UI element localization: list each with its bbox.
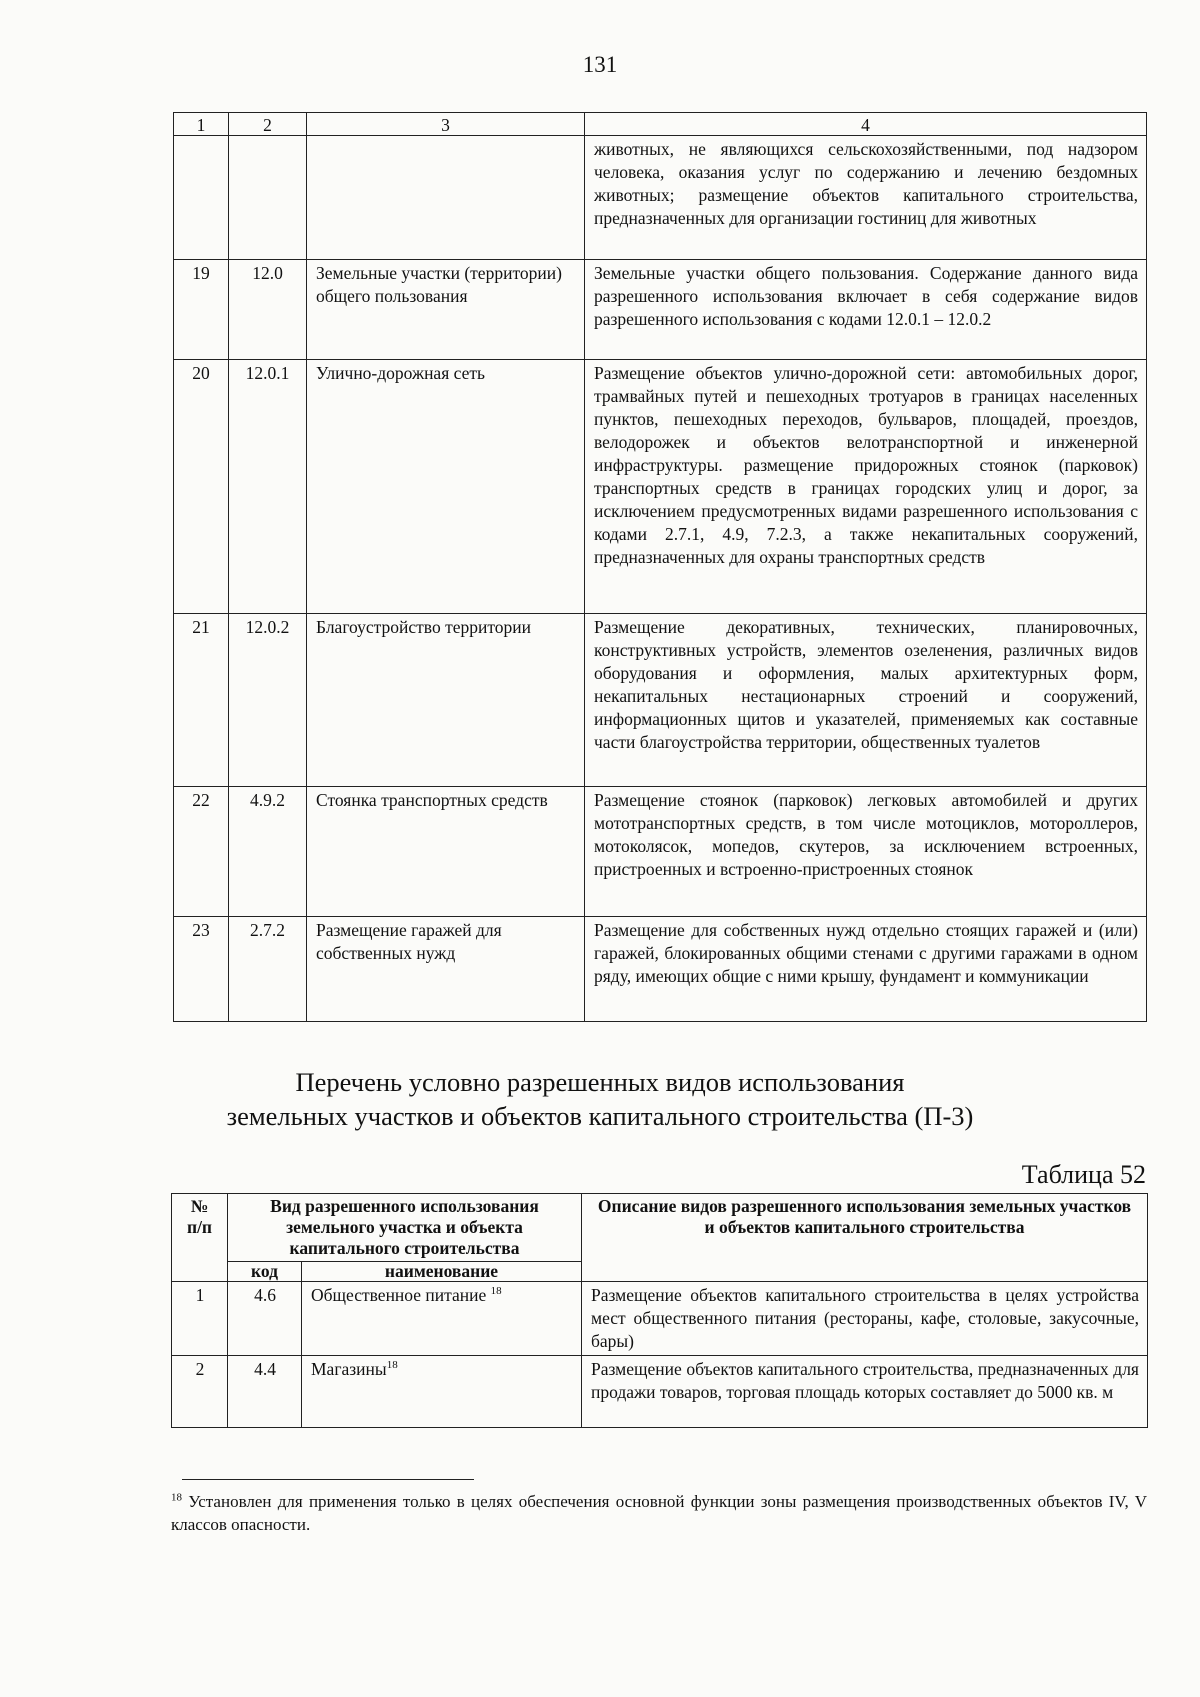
use-code: 4.9.2 [229, 787, 307, 917]
table-row [174, 136, 1147, 260]
section-title-line: Перечень условно разрешенных видов использования [295, 1067, 905, 1097]
use-description: Размещение стоянок (парковок) легковых автомобилей и других мототранспортных средств, в том числе мотоциклов, мотороллеров, мотоколясок, мопедов, скутеров, за исключением встроенных, пристроенных и встроенно-пристроенных стоянок [585, 787, 1147, 917]
column-number: 1 [174, 113, 229, 136]
table-row [174, 360, 1147, 614]
use-description: Размещение объектов улично-дорожной сети: автомобильных дорог, трамвайных путей и пешеходных тротуаров в границах населенных пунктов, пешеходных переходов, бульваров, площадей, проездов, велодорожек и объектов велотранспортной и инженерной инфраструктуры. размещение придорожных стоянок (парковок) транспортных средств в границах городских улиц и дорог, за исключением предусмотренных видами разрешенного использования с кодами 2.7.1, 4.9, 7.2.3, а также некапитальных сооружений, предназначенных для охраны транспортных средств [585, 360, 1147, 614]
use-name [307, 136, 585, 260]
use-code: 12.0.2 [229, 614, 307, 787]
use-name [302, 1356, 582, 1428]
row-number: 19 [174, 260, 229, 360]
use-description: Размещение для собственных нужд отдельно стоящих гаражей и (или) гаражей, блокированных общими стенами с другими гаражами в одном ряду, имеющих общие с ними крышу, фундамент и коммуникации [585, 917, 1147, 1022]
section-title [0, 1065, 1200, 1133]
use-description: Размещение декоративных, технических, планировочных, конструктивных устройств, элементов озеленения, различных видов оборудования и оформления, малых архитектурных форм, некапитальных нестационарных строений и сооружений, информационных щитов и указателей, применяемых как составные части благоустройства территории, общественных туалетов [585, 614, 1147, 787]
use-name: Благоустройство территории [307, 614, 585, 787]
permitted-uses-table-continuation [173, 112, 1147, 1022]
table-label: Таблица 52 [1021, 1160, 1146, 1189]
use-name-text: Магазины [311, 1359, 387, 1379]
footnote-ref: 18 [386, 1359, 398, 1372]
use-description: животных, не являющихся сельскохозяйственными, под надзором человека, оказания услуг по содержанию и лечению бездомных животных; размещение объектов капитального строительства, предназначенных для организации гостиниц для животных [585, 136, 1147, 260]
use-code [229, 136, 307, 260]
use-code: 4.4 [228, 1356, 302, 1428]
table-row [174, 260, 1147, 360]
use-name: Земельные участки (территории) общего пользования [307, 260, 585, 360]
use-description: Земельные участки общего пользования. Содержание данного вида разрешенного использования включает в себя содержание видов разрешенного использования с кодами 12.0.1 – 12.0.2 [585, 260, 1147, 360]
footnote-text: Установлен для применения только в целях обеспечения основной функции зоны размещения производственных объектов IV, V классов опасности. [171, 1492, 1147, 1534]
section-title-line: земельных участков и объектов капитального строительства (П-3) [226, 1101, 974, 1131]
table-row [172, 1282, 1148, 1356]
header-row-number: № п/п [172, 1194, 228, 1282]
header-use-type: Вид разрешенного использования земельного участка и объекта капитального строительства [228, 1194, 582, 1262]
use-code: 12.0 [229, 260, 307, 360]
header-description: Описание видов разрешенного использования земельных участков и объектов капитального строительства [582, 1194, 1148, 1282]
page-number: 131 [582, 52, 618, 77]
row-number: 20 [174, 360, 229, 614]
header-name: наименование [302, 1262, 582, 1282]
conditional-uses-table [171, 1193, 1148, 1428]
column-number-row [174, 113, 1147, 136]
row-number: 2 [172, 1356, 228, 1428]
use-description: Размещение объектов капитального строительства, предназначенных для продажи товаров, торговая площадь которых составляет до 5000 кв. м [582, 1356, 1148, 1428]
use-name-text: Общественное питание [311, 1285, 491, 1305]
table-row [174, 917, 1147, 1022]
row-number [174, 136, 229, 260]
table-row [174, 614, 1147, 787]
row-number: 22 [174, 787, 229, 917]
header-code: код [228, 1262, 302, 1282]
table-row [172, 1356, 1148, 1428]
row-number: 1 [172, 1282, 228, 1356]
use-name: Стоянка транспортных средств [307, 787, 585, 917]
column-number: 2 [229, 113, 307, 136]
row-number: 23 [174, 917, 229, 1022]
use-code: 4.6 [228, 1282, 302, 1356]
table-header-row [172, 1194, 1148, 1262]
table-row [174, 787, 1147, 917]
footnote-ref: 18 [490, 1285, 502, 1298]
use-name: Размещение гаражей для собственных нужд [307, 917, 585, 1022]
use-description: Размещение объектов капитального строительства в целях устройства мест общественного питания (рестораны, кафе, столовые, закусочные, бары) [582, 1282, 1148, 1356]
use-name [302, 1282, 582, 1356]
use-name: Улично-дорожная сеть [307, 360, 585, 614]
column-number: 3 [307, 113, 585, 136]
footnote-separator [182, 1479, 474, 1480]
row-number: 21 [174, 614, 229, 787]
footnote-mark: 18 [171, 1491, 182, 1504]
column-number: 4 [585, 113, 1147, 136]
footnote [171, 1490, 1147, 1536]
use-code: 2.7.2 [229, 917, 307, 1022]
use-code: 12.0.1 [229, 360, 307, 614]
